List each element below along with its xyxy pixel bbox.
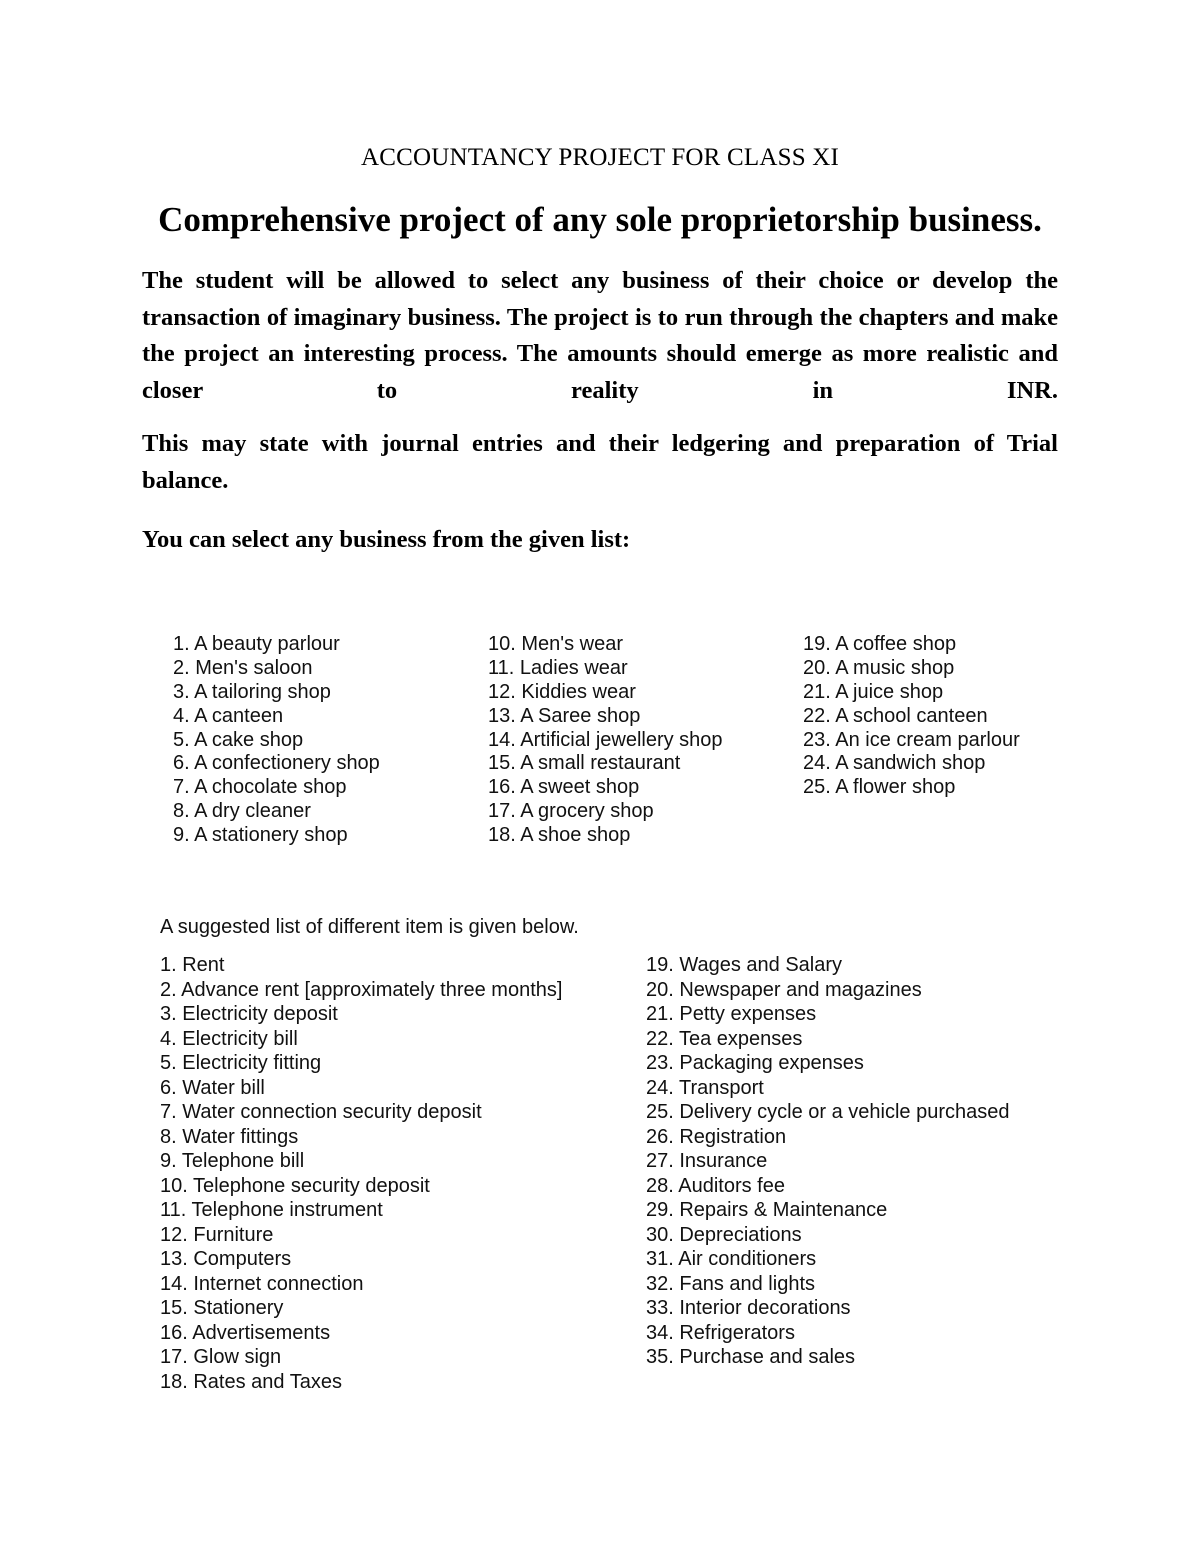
list-item: 6. A confectionery shop (173, 752, 380, 775)
list-item: 30. Depreciations (646, 1223, 802, 1246)
list-item: 14. Artificial jewellery shop (488, 728, 723, 751)
list-item: 24. Transport (646, 1076, 764, 1099)
list-item: 9. A stationery shop (173, 824, 348, 847)
list-item: 2. Advance rent [approximately three months] (160, 978, 563, 1001)
list-item: 15. A small restaurant (488, 752, 681, 775)
business-list-column-2 (488, 633, 723, 848)
list-item: 8. A dry cleaner (173, 800, 311, 823)
list-item: 26. Registration (646, 1125, 787, 1148)
list-item: 13. A Saree shop (488, 704, 641, 727)
list-item: 7. A chocolate shop (173, 776, 347, 799)
list-item: 16. A sweet shop (488, 776, 640, 799)
list-item: 29. Repairs & Maintenance (646, 1199, 888, 1221)
list-item: 7. Water connection security deposit (160, 1101, 482, 1123)
list-item: 4. A canteen (173, 704, 284, 727)
list-item: 19. A coffee shop (803, 633, 957, 655)
business-list-column-3 (803, 633, 1020, 800)
list-item: 15. Stationery (160, 1297, 284, 1319)
list-item: 3. Electricity deposit (160, 1003, 338, 1025)
suggested-items-heading: A suggested list of different item is given below. (160, 916, 579, 938)
document-title: ACCOUNTANCY PROJECT FOR CLASS XI (360, 144, 840, 171)
list-item: 32. Fans and lights (646, 1272, 815, 1295)
list-item: 27. Insurance (646, 1150, 768, 1172)
list-item: 23. An ice cream parlour (803, 728, 1020, 751)
list-item: 11. Telephone instrument (160, 1199, 383, 1221)
list-item: 5. A cake shop (173, 728, 304, 751)
list-item: 1. Rent (160, 954, 225, 976)
list-item: 21. Petty expenses (646, 1003, 817, 1025)
list-item: 9. Telephone bill (160, 1150, 305, 1172)
list-item: 28. Auditors fee (646, 1174, 785, 1197)
list-item: 19. Wages and Salary (646, 954, 843, 976)
list-item: 14. Internet connection (160, 1272, 364, 1295)
list-item: 25. Delivery cycle or a vehicle purchased (646, 1101, 1010, 1123)
list-item: 16. Advertisements (160, 1321, 331, 1344)
list-item: 10. Men's wear (488, 633, 623, 655)
select-business-prompt: You can select any business from the given list: (142, 526, 631, 553)
list-item: 18. Rates and Taxes (160, 1370, 342, 1393)
list-item: 24. A sandwich shop (803, 752, 986, 775)
list-item: 1. A beauty parlour (173, 633, 340, 655)
list-item: 33. Interior decorations (646, 1297, 851, 1319)
list-item: 20. Newspaper and magazines (646, 978, 922, 1001)
list-item: 3. A tailoring shop (173, 680, 331, 703)
list-item: 31. Air conditioners (646, 1248, 817, 1270)
list-item: 34. Refrigerators (646, 1321, 795, 1344)
item-list-column-1 (160, 953, 562, 1394)
business-list-column-1 (173, 633, 380, 848)
list-item: 13. Computers (160, 1248, 292, 1270)
list-item: 10. Telephone security deposit (160, 1174, 430, 1197)
list-item: 22. Tea expenses (646, 1027, 803, 1050)
list-item: 25. A flower shop (803, 776, 956, 799)
list-item: 17. Glow sign (160, 1346, 282, 1368)
list-item: 6. Water bill (160, 1076, 265, 1099)
list-item: 8. Water fittings (160, 1125, 299, 1148)
list-item: 17. A grocery shop (488, 800, 654, 823)
list-item: 20. A music shop (803, 656, 955, 679)
list-item: 12. Furniture (160, 1223, 274, 1246)
project-heading: Comprehensive project of any sole proprietorship business. (158, 200, 1042, 239)
list-item: 35. Purchase and sales (646, 1346, 856, 1368)
list-item: 2. Men's saloon (173, 656, 313, 679)
list-item: 22. A school canteen (803, 704, 988, 727)
list-item: 23. Packaging expenses (646, 1052, 864, 1074)
list-item: 11. Ladies wear (488, 656, 628, 679)
list-item: 12. Kiddies wear (488, 680, 636, 703)
intro-paragraph: The student will be allowed to select any business of their choice or develop the transaction of imaginary business. The project is to run through the chapters and make the project an interesting process. The amounts should emerge as more realistic and closer to reality in INR. (142, 267, 1058, 404)
list-item: 5. Electricity fitting (160, 1052, 322, 1074)
list-item: 18. A shoe shop (488, 824, 631, 847)
list-item: 4. Electricity bill (160, 1027, 298, 1050)
journal-paragraph: This may state with journal entries and their ledgering and preparation of Trial balance. (142, 430, 1058, 494)
item-list-column-2 (646, 953, 1010, 1370)
list-item: 21. A juice shop (803, 680, 944, 703)
